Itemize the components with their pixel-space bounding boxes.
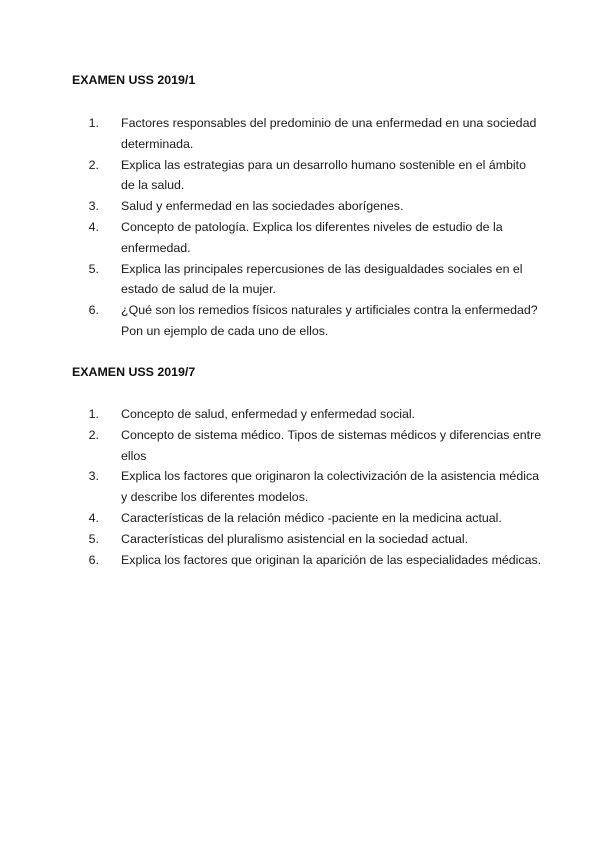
item-number: 3. — [88, 199, 99, 214]
list-item — [72, 508, 542, 529]
item-text: Características del pluralismo asistencial en la sociedad actual. — [121, 531, 469, 546]
item-number: 4. — [88, 219, 99, 234]
item-text: ¿Qué son los remedios físicos naturales y artificiales contra la enfermedad? Pon un ejemplo de cada uno de ellos. — [121, 303, 538, 338]
list-item — [72, 466, 542, 508]
list-item — [72, 259, 542, 301]
item-number: 4. — [88, 510, 99, 525]
list-item — [72, 404, 542, 425]
item-number: 5. — [88, 261, 99, 276]
list-item — [72, 155, 542, 197]
question-list — [72, 404, 542, 570]
list-item — [72, 529, 542, 550]
item-number: 2. — [88, 157, 99, 172]
item-text: Concepto de patología. Explica los diferentes niveles de estudio de la enfermedad. — [121, 219, 503, 255]
item-number: 2. — [88, 427, 99, 442]
item-text: Explica los factores que originan la aparición de las especialidades médicas. — [121, 552, 542, 567]
list-item — [72, 196, 542, 217]
list-item — [72, 300, 542, 342]
item-number: 1. — [88, 407, 99, 421]
item-text: Concepto de salud, enfermedad y enfermedad social. — [121, 407, 416, 421]
list-item — [72, 425, 542, 467]
list-item — [72, 217, 542, 259]
item-text: Concepto de sistema médico. Tipos de sistemas médicos y diferencias entre ellos — [121, 427, 542, 463]
list-item — [72, 113, 542, 155]
item-text: Explica las principales repercusiones de las desigualdades sociales en el estado de salud de la mujer. — [121, 261, 523, 297]
item-number: 6. — [88, 303, 99, 318]
section-title: EXAMEN USS 2019/1 — [72, 73, 196, 87]
list-item — [72, 550, 542, 571]
item-number: 3. — [88, 469, 99, 484]
section-title: EXAMEN USS 2019/7 — [72, 365, 196, 379]
item-text: Salud y enfermedad en las sociedades aborígenes. — [121, 199, 404, 214]
item-number: 6. — [88, 552, 99, 567]
item-number: 5. — [88, 531, 99, 546]
item-text: Características de la relación médico -paciente en la medicina actual. — [121, 510, 502, 525]
item-text: Explica las estrategias para un desarrollo humano sostenible en el ámbito de la salud. — [121, 157, 526, 193]
question-list — [72, 113, 542, 342]
item-text: Factores responsables del predominio de una enfermedad en una sociedad determinada. — [121, 116, 537, 151]
item-number: 1. — [88, 116, 99, 130]
item-text: Explica los factores que originaron la colectivización de la asistencia médica y describe los diferentes modelos. — [121, 469, 540, 505]
